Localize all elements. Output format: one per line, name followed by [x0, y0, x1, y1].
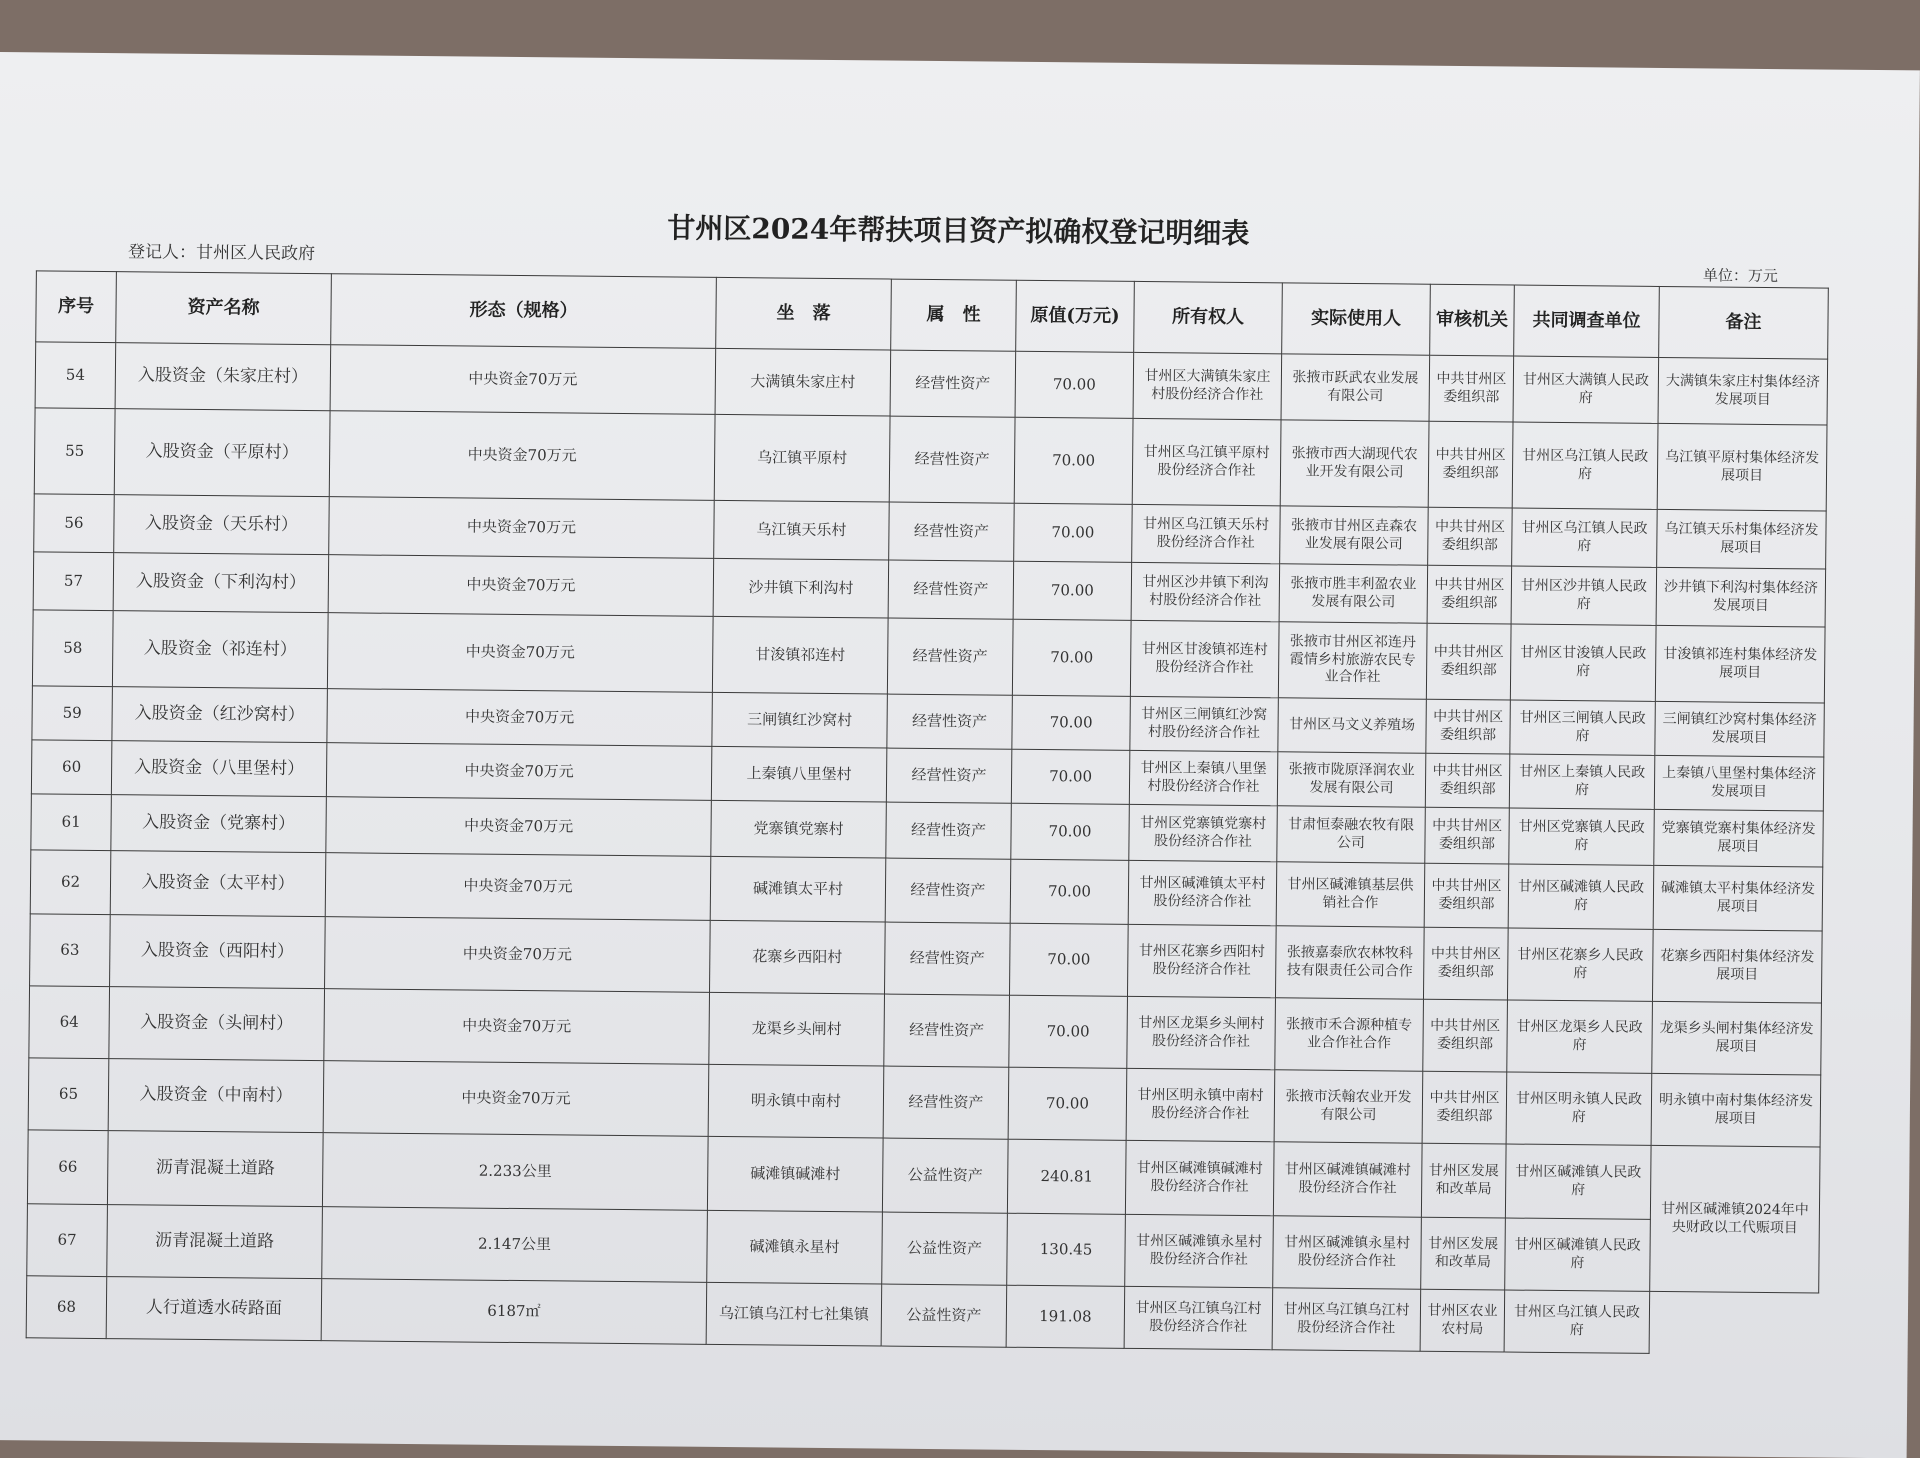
cell-attr: 经营性资产: [887, 618, 1013, 695]
cell-name: 沥青混凝土道路: [107, 1131, 323, 1207]
cell-survey: 甘州区碱滩镇人民政府: [1505, 1218, 1651, 1291]
cell-note: 三闸镇红沙窝村集体经济发展项目: [1655, 701, 1825, 757]
header-review: 审核机关: [1430, 284, 1515, 356]
cell-no: 55: [34, 408, 115, 495]
cell-survey: 甘州区上秦镇人民政府: [1509, 754, 1655, 809]
cell-name: 入股资金（下利沟村）: [113, 553, 329, 613]
cell-owner: 甘州区大满镇朱家庄村股份经济合作社: [1133, 352, 1282, 419]
cell-name: 入股资金（天乐村）: [114, 495, 330, 555]
cell-spec: 中央资金70万元: [325, 917, 711, 993]
cell-review: 甘州区发展和改革局: [1421, 1143, 1506, 1218]
cell-no: 68: [26, 1276, 107, 1339]
cell-user: 甘肃恒泰融农牧有限公司: [1277, 806, 1426, 863]
cell-review: 中共甘州区委组织部: [1422, 1071, 1507, 1144]
cell-owner: 甘州区龙渠乡头闸村股份经济合作社: [1127, 996, 1276, 1069]
cell-note: 上秦镇八里堡村集体经济发展项目: [1654, 755, 1824, 811]
cell-review: 中共甘州区委组织部: [1427, 565, 1512, 624]
cell-no: 57: [33, 552, 114, 611]
cell-survey: 甘州区龙渠乡人民政府: [1507, 1000, 1653, 1073]
cell-location: 乌江镇天乐村: [714, 500, 890, 560]
cell-attr: 经营性资产: [883, 1066, 1009, 1139]
cell-note: 乌江镇平原村集体经济发展项目: [1657, 423, 1827, 511]
cell-user: 甘州区碱滩镇碱滩村股份经济合作社: [1273, 1142, 1422, 1217]
cell-no: 62: [30, 850, 111, 915]
header-value: 原值(万元): [1016, 280, 1135, 352]
cell-no: 58: [32, 610, 113, 687]
cell-review: 中共甘州区委组织部: [1424, 863, 1509, 928]
cell-value: 70.00: [1009, 923, 1128, 996]
cell-owner: 甘州区碱滩镇太平村股份经济合作社: [1128, 860, 1277, 925]
cell-survey: 甘州区碱滩镇人民政府: [1508, 864, 1654, 929]
table-body: [26, 342, 1827, 1355]
cell-name: 入股资金（祁连村）: [112, 611, 328, 689]
cell-location: 上秦镇八里堡村: [711, 746, 887, 802]
cell-value: 70.00: [1008, 1067, 1127, 1140]
cell-user: 张掖嘉泰欣农林牧科技有限责任公司合作: [1275, 926, 1424, 999]
cell-spec: 6187㎡: [321, 1279, 707, 1345]
cell-owner: 甘州区上秦镇八里堡村股份经济合作社: [1129, 750, 1278, 805]
cell-attr: 经营性资产: [884, 922, 1010, 995]
cell-location: 大满镇朱家庄村: [715, 348, 891, 416]
cell-spec: 中央资金70万元: [328, 555, 714, 617]
header-survey: 共同调查单位: [1514, 285, 1660, 357]
cell-user: 张掖市禾合源种植专业合作社合作: [1275, 998, 1424, 1071]
cell-value: 130.45: [1007, 1213, 1126, 1286]
cell-no: 64: [29, 986, 110, 1059]
cell-note: 党寨镇党寨村集体经济发展项目: [1654, 809, 1824, 867]
cell-review: 中共甘州区委组织部: [1428, 421, 1513, 508]
cell-owner: 甘州区三闸镇红沙窝村股份经济合作社: [1130, 696, 1279, 751]
cell-owner: 甘州区碱滩镇永星村股份经济合作社: [1125, 1214, 1274, 1287]
cell-survey: 甘州区三闸镇人民政府: [1510, 700, 1656, 755]
cell-location: 碱滩镇太平村: [710, 856, 886, 922]
cell-user: 张掖市甘州区祁连丹霞情乡村旅游农民专业合作社: [1278, 622, 1427, 699]
cell-review: 中共甘州区委组织部: [1428, 507, 1513, 566]
cell-no: 65: [28, 1058, 109, 1131]
cell-attr: 公益性资产: [882, 1138, 1008, 1213]
cell-no: 61: [31, 794, 112, 851]
cell-user: 张掖市甘州区垚森农业发展有限公司: [1280, 506, 1429, 565]
cell-name: 沥青混凝土道路: [107, 1205, 323, 1279]
cell-spec: 中央资金70万元: [325, 853, 711, 921]
cell-note: 碱滩镇太平村集体经济发展项目: [1653, 865, 1823, 931]
paper-sheet: [0, 52, 1920, 1458]
cell-note: 大满镇朱家庄村集体经济发展项目: [1658, 357, 1828, 425]
cell-owner: 甘州区碱滩镇碱滩村股份经济合作社: [1125, 1140, 1274, 1215]
cell-survey: 甘州区明永镇人民政府: [1506, 1072, 1652, 1145]
cell-survey: 甘州区碱滩镇人民政府: [1505, 1144, 1651, 1219]
header-attr: 属 性: [891, 279, 1017, 351]
cell-survey: 甘州区党寨镇人民政府: [1509, 808, 1655, 865]
cell-note: 沙井镇下利沟村集体经济发展项目: [1656, 567, 1826, 627]
cell-note: 花寨乡西阳村集体经济发展项目: [1652, 929, 1822, 1003]
cell-note-empty: [1649, 1291, 1819, 1355]
cell-spec: 中央资金70万元: [329, 411, 715, 501]
cell-owner: 甘州区党寨镇党寨村股份经济合作社: [1129, 804, 1278, 861]
cell-location: 花寨乡西阳村: [710, 920, 886, 994]
cell-note: 甘州区碱滩镇2024年中央财政以工代赈项目: [1650, 1145, 1820, 1293]
cell-attr: 经营性资产: [889, 502, 1015, 561]
cell-no: 56: [34, 494, 115, 553]
cell-spec: 2.233公里: [322, 1133, 708, 1211]
cell-survey: 甘州区大满镇人民政府: [1513, 356, 1659, 423]
cell-value: 70.00: [1012, 695, 1131, 750]
header-note: 备注: [1659, 286, 1829, 359]
cell-survey: 甘州区花寨乡人民政府: [1507, 928, 1653, 1001]
cell-value: 70.00: [1014, 417, 1133, 504]
cell-spec: 中央资金70万元: [329, 497, 715, 559]
cell-location: 碱滩镇碱滩村: [707, 1136, 883, 1212]
cell-value: 70.00: [1011, 803, 1130, 860]
cell-value: 70.00: [1013, 561, 1132, 620]
cell-name: 入股资金（太平村）: [110, 851, 326, 917]
cell-location: 碱滩镇永星村: [707, 1210, 883, 1284]
cell-location: 三闸镇红沙窝村: [712, 692, 888, 748]
cell-user: 甘州区乌江镇乌江村股份经济合作社: [1272, 1288, 1421, 1351]
cell-review: 中共甘州区委组织部: [1425, 807, 1510, 864]
cell-user: 甘州区马文义养殖场: [1278, 698, 1427, 753]
cell-owner: 甘州区花寨乡西阳村股份经济合作社: [1127, 924, 1276, 997]
cell-location: 明永镇中南村: [708, 1064, 884, 1138]
cell-user: 甘州区碱滩镇基层供销社合作: [1276, 862, 1425, 927]
cell-attr: 公益性资产: [881, 1284, 1007, 1347]
cell-user: 张掖市陇原泽润农业发展有限公司: [1277, 752, 1426, 807]
cell-note: 明永镇中南村集体经济发展项目: [1651, 1073, 1821, 1147]
cell-review: 甘州区农业农村局: [1420, 1289, 1505, 1352]
cell-value: 70.00: [1012, 619, 1131, 696]
cell-review: 中共甘州区委组织部: [1423, 999, 1508, 1072]
cell-review: 甘州区发展和改革局: [1421, 1217, 1506, 1290]
cell-note: 龙渠乡头闸村集体经济发展项目: [1652, 1001, 1822, 1075]
cell-user: 张掖市跃武农业发展有限公司: [1281, 354, 1430, 421]
cell-survey: 甘州区沙井镇人民政府: [1511, 566, 1657, 625]
cell-spec: 中央资金70万元: [330, 345, 716, 415]
cell-user: 张掖市胜丰利盈农业发展有限公司: [1279, 564, 1428, 623]
cell-value: 70.00: [1014, 503, 1133, 562]
cell-survey: 甘州区乌江镇人民政府: [1512, 422, 1658, 509]
cell-review: 中共甘州区委组织部: [1426, 699, 1511, 754]
cell-name: 人行道透水砖路面: [106, 1277, 322, 1341]
cell-spec: 中央资金70万元: [326, 743, 712, 801]
cell-value: 70.00: [1011, 749, 1130, 804]
cell-owner: 甘州区甘浚镇祁连村股份经济合作社: [1130, 620, 1279, 697]
cell-value: 191.08: [1006, 1285, 1125, 1348]
unit-label: 单位：万元: [1702, 266, 1779, 286]
cell-name: 入股资金（中南村）: [108, 1059, 324, 1133]
cell-attr: 经营性资产: [887, 694, 1013, 749]
cell-owner: 甘州区乌江镇天乐村股份经济合作社: [1132, 504, 1281, 563]
document-title: 甘州区2024年帮扶项目资产拟确权登记明细表: [667, 211, 1250, 250]
cell-value: 70.00: [1015, 351, 1134, 418]
cell-location: 甘浚镇祁连村: [712, 616, 888, 694]
cell-note: 乌江镇天乐村集体经济发展项目: [1657, 509, 1827, 569]
header-no: 序号: [36, 271, 117, 343]
asset-table: [26, 270, 1829, 1355]
cell-survey: 甘州区甘浚镇人民政府: [1510, 624, 1656, 701]
cell-attr: 经营性资产: [884, 994, 1010, 1067]
cell-owner: 甘州区乌江镇乌江村股份经济合作社: [1124, 1286, 1273, 1349]
cell-review: 中共甘州区委组织部: [1429, 355, 1514, 422]
cell-value: 70.00: [1010, 859, 1129, 924]
cell-location: 党寨镇党寨村: [711, 800, 887, 858]
cell-name: 入股资金（西阳村）: [110, 915, 326, 989]
cell-review: 中共甘州区委组织部: [1423, 927, 1508, 1000]
cell-location: 沙井镇下利沟村: [713, 558, 889, 618]
header-owner: 所有权人: [1134, 281, 1283, 353]
cell-spec: 中央资金70万元: [327, 613, 713, 693]
cell-note: 甘浚镇祁连村集体经济发展项目: [1655, 625, 1825, 703]
cell-no: 63: [30, 914, 111, 987]
cell-review: 中共甘州区委组织部: [1425, 753, 1510, 808]
cell-name: 入股资金（头闸村）: [109, 987, 325, 1061]
cell-review: 中共甘州区委组织部: [1426, 623, 1511, 700]
cell-user: 甘州区碱滩镇永星村股份经济合作社: [1273, 1216, 1422, 1289]
header-spec: 形态（规格）: [331, 274, 717, 349]
cell-spec: 中央资金70万元: [326, 797, 712, 857]
cell-user: 张掖市西大湖现代农业开发有限公司: [1280, 420, 1429, 507]
cell-spec: 2.147公里: [322, 1207, 708, 1283]
cell-spec: 中央资金70万元: [324, 989, 710, 1065]
cell-attr: 经营性资产: [890, 350, 1016, 417]
cell-no: 66: [27, 1130, 108, 1205]
registrant-label: 登记人：甘州区人民政府: [127, 242, 316, 265]
cell-attr: 经营性资产: [886, 802, 1012, 859]
header-user: 实际使用人: [1282, 283, 1431, 355]
cell-name: 入股资金（红沙窝村）: [112, 687, 328, 743]
cell-attr: 经营性资产: [886, 748, 1012, 803]
cell-attr: 经营性资产: [888, 560, 1014, 619]
cell-attr: 经营性资产: [889, 416, 1015, 503]
cell-no: 59: [32, 686, 113, 741]
cell-owner: 甘州区沙井镇下利沟村股份经济合作社: [1131, 562, 1280, 621]
cell-location: 乌江镇平原村: [714, 414, 890, 502]
cell-owner: 甘州区乌江镇平原村股份经济合作社: [1132, 418, 1281, 505]
cell-user: 张掖市沃翰农业开发有限公司: [1274, 1070, 1423, 1143]
cell-name: 入股资金（平原村）: [114, 409, 330, 497]
cell-name: 入股资金（八里堡村）: [111, 741, 327, 797]
cell-location: 龙渠乡头闸村: [709, 992, 885, 1066]
header-name: 资产名称: [116, 272, 332, 345]
cell-value: 240.81: [1007, 1139, 1126, 1214]
header-location: 坐 落: [716, 277, 892, 350]
cell-survey: 甘州区乌江镇人民政府: [1504, 1290, 1650, 1353]
cell-no: 54: [35, 342, 116, 409]
cell-name: 入股资金（党寨村）: [111, 795, 327, 853]
cell-spec: 中央资金70万元: [323, 1061, 709, 1137]
cell-no: 60: [31, 740, 112, 795]
cell-name: 入股资金（朱家庄村）: [115, 343, 331, 411]
cell-location: 乌江镇乌江村七社集镇: [706, 1282, 882, 1346]
cell-attr: 公益性资产: [882, 1212, 1008, 1285]
cell-value: 70.00: [1009, 995, 1128, 1068]
cell-spec: 中央资金70万元: [327, 689, 713, 747]
cell-no: 67: [27, 1204, 108, 1277]
cell-attr: 经营性资产: [885, 858, 1011, 923]
cell-survey: 甘州区乌江镇人民政府: [1512, 508, 1658, 567]
cell-owner: 甘州区明永镇中南村股份经济合作社: [1126, 1068, 1275, 1141]
